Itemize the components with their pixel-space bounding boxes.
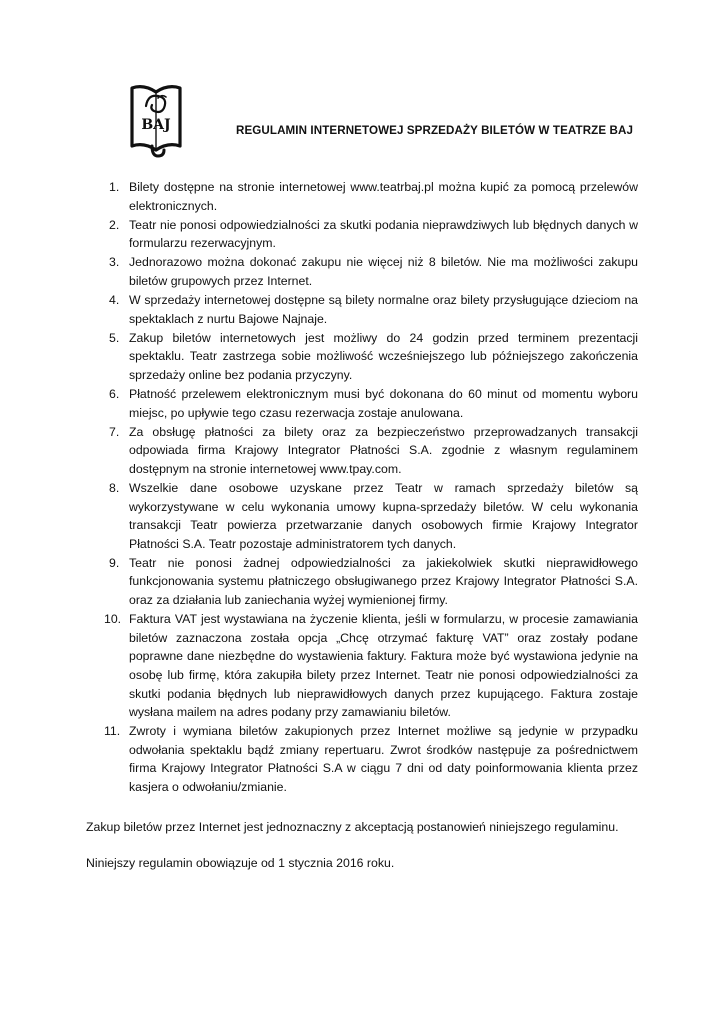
rule-number: 4. — [109, 293, 120, 308]
rule-number: 9. — [109, 555, 120, 570]
rule-text: Płatność przelewem elektronicznym musi być dokonana do 60 minut od momentu wyboru miejsc, po upływie tego czasu rezerwacja zostaje anulowana. — [129, 387, 638, 420]
rule-text: Jednorazowo można dokonać zakupu nie więcej niż 8 biletów. Nie ma możliwości zakupu biletów grupowych przez Internet. — [129, 255, 638, 288]
book-logo-icon — [128, 84, 184, 164]
rule-item — [96, 479, 638, 553]
rule-item — [96, 291, 638, 328]
rule-text: Bilety dostępne na stronie internetowej www.teatrbaj.pl można kupić za pomocą przelewów elektronicznych. — [129, 180, 638, 213]
logo-text: BAJ — [141, 117, 171, 133]
closing-effective-date-text: Niniejszy regulamin obowiązuje od 1 stycznia 2016 roku. — [86, 856, 395, 870]
rule-item — [96, 216, 638, 253]
rule-text: W sprzedaży internetowej dostępne są bilety normalne oraz bilety przysługujące dzieciom na spektaklach z nurtu Bajowe Najnaje. — [129, 293, 638, 326]
rule-item — [96, 178, 638, 215]
rule-text: Faktura VAT jest wystawiana na życzenie klienta, jeśli w formularzu, w procesie zamawiania biletów zaznaczona została opcja „Chcę otrzymać fakturę VAT” oraz zostały podane poprawne dane niezbędne do wystawienia faktury. Faktura może być wystawiona jedynie na osobę lub firmę, która zakupiła bilety przez Internet. Teatr nie ponosi odpowiedzialności za skutki podania błędnych lub nieprawidłowych danych przez kupującego. Faktura zostaje wysłana mailem na adres podany przy zamawianiu biletów. — [129, 612, 638, 720]
rule-number: 5. — [109, 330, 120, 345]
rule-item — [96, 253, 638, 290]
document-title: REGULAMIN INTERNETOWEJ SPRZEDAŻY BILETÓW W TEATRZE BAJ — [236, 124, 634, 137]
teatr-baj-logo — [128, 84, 184, 164]
rule-number: 10. — [104, 612, 122, 627]
rule-item — [96, 722, 638, 796]
rule-number: 3. — [109, 255, 120, 270]
rules-list — [96, 178, 638, 797]
rule-text: Teatr nie ponosi żadnej odpowiedzialności za jakiekolwiek skutki nieprawidłowego funkcjonowania systemu płatniczego obsługiwanego przez Krajowy Integrator Płatności S.A. oraz za działania lub zaniechania wyżej wymienionej firmy. — [129, 555, 638, 608]
rule-text: Wszelkie dane osobowe uzyskane przez Teatr w ramach sprzedaży biletów są wykorzystywane w celu wykonania umowy kupna-sprzedaży biletów. W celu wykonania transakcji Teatr powierza przetwarzanie danych osobowych firmie Krajowy Integrator Płatności S.A. Teatr pozostaje administratorem tych danych. — [129, 481, 638, 551]
rule-number: 6. — [109, 387, 120, 402]
rule-number: 8. — [109, 481, 120, 495]
rule-item — [96, 423, 638, 479]
rule-text: Teatr nie ponosi odpowiedzialności za skutki podania nieprawdziwych lub błędnych danych w formularzu rezerwacyjnym. — [129, 217, 638, 251]
rule-number: 11. — [104, 724, 121, 739]
rule-item — [96, 329, 638, 385]
rule-text: Zwroty i wymiana biletów zakupionych przez Internet możliwe są jedynie w przypadku odwołania spektaklu bądź zmiany repertuaru. Zwrot środków następuje za pośrednictwem firma Krajowy Integrator Płatności S.A w ciągu 7 dni od daty poinformowania klienta przez kasjera o odwołaniu/zmianie. — [129, 724, 638, 794]
rule-number: 1. — [109, 180, 120, 194]
rule-item — [96, 610, 638, 722]
rule-item — [96, 385, 638, 422]
closing-acceptance-text: Zakup biletów przez Internet jest jednoznaczny z akceptacją postanowień niniejszego regulaminu. — [86, 820, 619, 834]
rule-text: Za obsługę płatności za bilety oraz za bezpieczeństwo przeprowadzanych transakcji odpowiada firma Krajowy Integrator Płatności S.A. zgodnie z własnym regulaminem dostępnym na stronie internetowej www.tpay.com. — [129, 424, 638, 476]
rule-number: 7. — [109, 424, 120, 439]
rule-text: Zakup biletów internetowych jest możliwy do 24 godzin przed terminem prezentacji spektaklu. Teatr zastrzega sobie możliwość wcześniejszego lub późniejszego zakończenia sprzedaży online bez podania przyczyny. — [129, 330, 638, 382]
rule-number: 2. — [109, 217, 120, 232]
rule-item — [96, 554, 638, 610]
